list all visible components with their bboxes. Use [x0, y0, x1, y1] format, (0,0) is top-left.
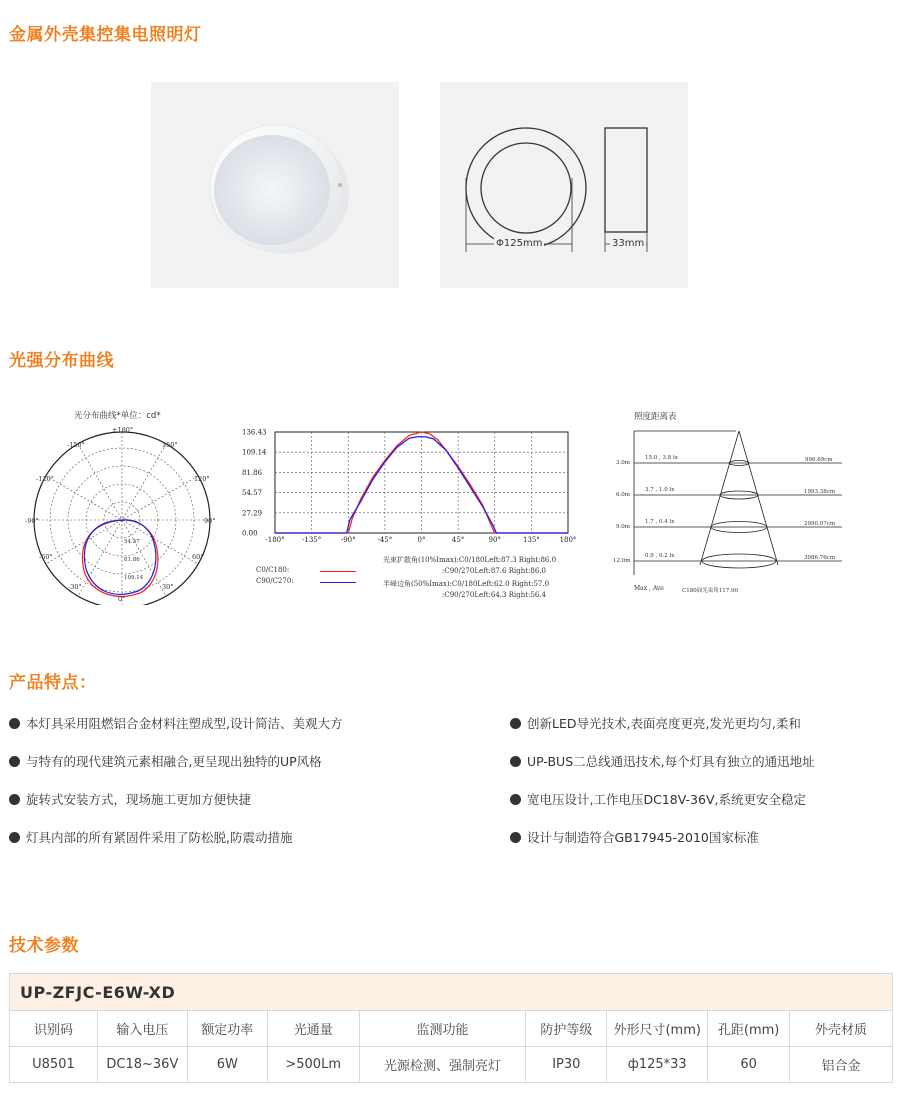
x-tick-label: 0° [417, 536, 426, 544]
chart-annotation: :C90/270Left:64.3 Right:56.4 [442, 591, 546, 599]
lamp-illustration [151, 82, 399, 288]
x-tick-label: -180° [265, 536, 285, 544]
polar-radial-label: 109.14 [124, 575, 144, 581]
diameter-label: Φ125mm [496, 238, 543, 249]
polar-radial-label: 54.57 [124, 539, 140, 545]
spec-value: U8501 [10, 1047, 98, 1083]
feature-item: 灯具内部的所有紧固件采用了防松脱,防震动措施 [9, 828, 292, 846]
tech-params-title: 技术参数 [9, 936, 79, 956]
distance-label: 3.0m [616, 460, 630, 466]
spec-header: 监测功能 [359, 1011, 526, 1047]
x-tick-label: 90° [488, 536, 501, 544]
y-tick-label: 109.14 [242, 448, 267, 457]
spec-value-row [10, 1047, 893, 1083]
chart-annotation: 半峰边角(50%Imax):C0/180Left:62.0 Right:57.0 [383, 580, 550, 588]
distance-label: 12.0m [613, 558, 631, 564]
intensity-chart [238, 425, 598, 605]
y-tick-label: 81.86 [242, 468, 263, 477]
dimension-illustration [440, 82, 688, 288]
spot-diameter-label: 1993.38cm [804, 489, 836, 495]
bullet-icon [9, 794, 20, 805]
spec-header: 外壳材质 [790, 1011, 893, 1047]
legend-c0-label: C0/C180: [256, 566, 290, 574]
y-tick-label: 54.57 [242, 489, 263, 498]
polar-angle-label: 150° [162, 441, 178, 449]
feature-item: 与特有的现代建筑元素相融合,更呈现出独特的UP风格 [9, 752, 322, 770]
max-ave-label: 0.9 , 0.2 lx [645, 553, 675, 559]
x-tick-label: -135° [302, 536, 322, 544]
distance-label: 6.0m [616, 492, 630, 498]
polar-radial-label: 81.86 [124, 557, 140, 563]
polar-angle-label: -150° [67, 441, 85, 449]
features-title: 产品特点： [9, 673, 97, 693]
light-distribution-title: 光强分布曲线 [9, 351, 114, 371]
bullet-icon [510, 756, 521, 767]
feature-item: UP-BUS二总线通迅技术,每个灯具有独立的通迅地址 [510, 752, 815, 770]
spec-value: IP30 [526, 1047, 607, 1083]
x-tick-label: 135° [522, 536, 540, 544]
chart-annotation: :C90/270Left:87.6 Right:86.0 [442, 567, 546, 575]
spec-header: 孔距(mm) [708, 1011, 790, 1047]
spec-header: 额定功率 [187, 1011, 267, 1047]
bullet-icon [9, 832, 20, 843]
spec-table [9, 973, 893, 1083]
polar-angle-label: 90° [204, 517, 216, 525]
spec-header: 输入电压 [97, 1011, 187, 1047]
feature-item: 旋转式安装方式，现场施工更加方便快捷 [9, 790, 251, 808]
spec-value: ф125*33 [607, 1047, 708, 1083]
legend-c90-label: C90/C270: [256, 577, 294, 585]
spec-value: 60 [708, 1047, 790, 1083]
spec-header-row [10, 1011, 893, 1047]
feature-item: 宽电压设计,工作电压DC18V-36V,系统更安全稳定 [510, 790, 806, 808]
polar-angle-label: 60° [192, 553, 204, 561]
spec-value: 铝合金 [790, 1047, 893, 1083]
bullet-icon [510, 832, 521, 843]
polar-chart [10, 405, 225, 605]
polar-angle-label: -60° [39, 553, 53, 561]
illuminance-table [612, 405, 872, 600]
bullet-icon [510, 718, 521, 729]
y-tick-label: 27.29 [242, 509, 263, 518]
x-tick-label: 180° [559, 536, 577, 544]
max-ave-label: 1.7 , 0.4 lx [645, 519, 675, 525]
polar-angle-label: -90° [25, 517, 39, 525]
illuminance-title: 照度距离表 [634, 412, 677, 422]
height-label: 33mm [612, 238, 645, 249]
spec-value: >500Lm [267, 1047, 359, 1083]
illuminance-diagram [612, 405, 872, 600]
spot-diameter-label: 996.69cm [805, 457, 833, 463]
bullet-icon [510, 794, 521, 805]
spec-header: 防护等级 [526, 1011, 607, 1047]
feature-item: 本灯具采用阻燃铝合金材料注塑成型,设计简洁、美观大方 [9, 714, 342, 732]
polar-chart-title: 光分布曲线*单位：cd* [74, 411, 161, 421]
spec-model: UP-ZFJC-E6W-XD [10, 974, 893, 1011]
intensity-chart-plot [238, 425, 598, 545]
chart-annotation: 光束扩散角(10%Imax):C0/180Left:87.3 Right:86.0 [383, 556, 557, 564]
max-ave-label: 15.0 , 3.8 lx [645, 455, 678, 461]
x-tick-label: -90° [340, 536, 356, 544]
polar-angle-label: 0° [118, 595, 126, 603]
spec-header: 外形尺寸(mm) [607, 1011, 708, 1047]
illuminance-footer-right: C180面光束角117.90 [682, 588, 738, 594]
polar-angle-label: 30° [162, 583, 174, 591]
legend-c0-line [320, 571, 356, 572]
polar-angle-label: -120° [36, 475, 54, 483]
max-ave-label: 3.7 , 1.0 lx [645, 487, 675, 493]
spec-value: 6W [187, 1047, 267, 1083]
spot-diameter-label: 3986.76cm [804, 555, 836, 561]
product-title: 金属外壳集控集电照明灯 [9, 25, 202, 45]
spot-diameter-label: 2990.07cm [804, 521, 836, 527]
legend-c90-line [320, 582, 356, 583]
spec-header: 识别码 [10, 1011, 98, 1047]
polar-angle-label: 120° [194, 475, 210, 483]
feature-item: 设计与制造符合GB17945-2010国家标准 [510, 828, 759, 846]
x-tick-label: 45° [451, 536, 465, 544]
polar-angle-label: -30° [68, 583, 82, 591]
polar-grid [10, 423, 225, 605]
y-tick-label: 136.43 [242, 428, 267, 437]
feature-item: 创新LED导光技术,表面亮度更亮,发光更均匀,柔和 [510, 714, 801, 732]
polar-angle-label: ±180° [112, 426, 134, 434]
spec-value: 光源检测、强制亮灯 [359, 1047, 526, 1083]
bullet-icon [9, 718, 20, 729]
spec-header: 光通量 [267, 1011, 359, 1047]
dimension-drawing [440, 82, 688, 288]
x-tick-label: -45° [377, 536, 393, 544]
product-photo [151, 82, 399, 288]
spec-value: DC18~36V [97, 1047, 187, 1083]
y-tick-label: 0.00 [242, 529, 258, 538]
distance-label: 9.0m [616, 524, 630, 530]
bullet-icon [9, 756, 20, 767]
illuminance-footer-left: Max , Ave [634, 585, 664, 592]
